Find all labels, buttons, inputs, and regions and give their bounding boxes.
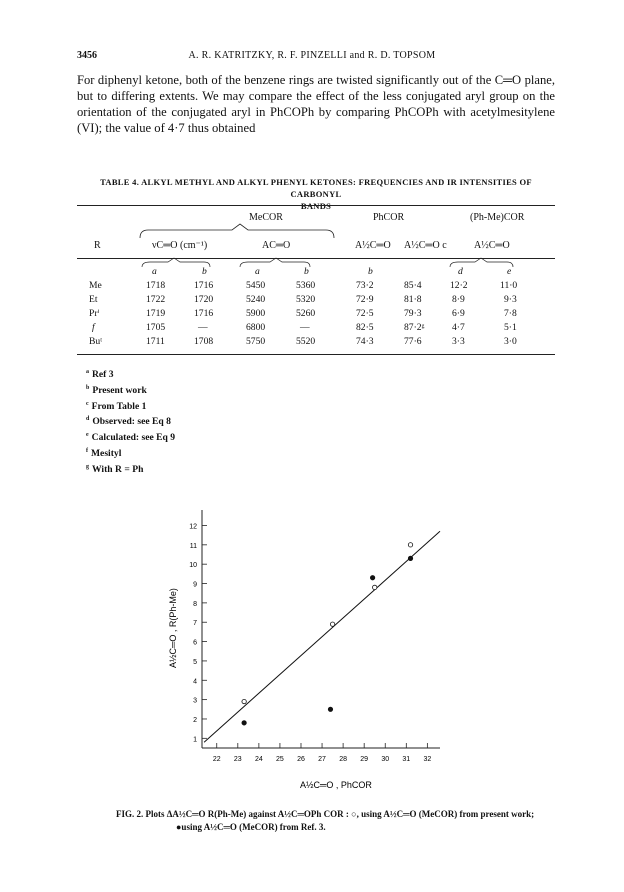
- cell-pm-d: 6·9: [452, 308, 465, 319]
- table-note: $^b$ Present work: [86, 384, 147, 396]
- cell-ph-b: 73·2: [356, 280, 374, 291]
- x-tick-label: 23: [233, 756, 242, 763]
- y-tick-label: 11: [189, 542, 197, 550]
- y-tick-label: 12: [189, 523, 197, 531]
- cell-freq-a: 1719: [146, 308, 166, 319]
- y-tick-label: 6: [193, 639, 197, 647]
- table-note: $^c$ From Table 1: [86, 400, 147, 412]
- table-note: $^f$ Mesityl: [86, 447, 122, 460]
- cell-a-a: 5450: [246, 280, 266, 291]
- cell-a-b: 5360: [296, 280, 316, 291]
- cell-freq-a: 1711: [146, 336, 165, 347]
- data-point-open: [408, 543, 412, 547]
- cell-r: Buᵗ: [89, 336, 103, 347]
- fit-line: [204, 531, 440, 742]
- group-mecor: MeCOR: [249, 212, 283, 223]
- cell-pm-d: 8·9: [452, 294, 465, 305]
- x-axis-label: A½C═O , PhCOR: [300, 780, 372, 790]
- authors: A. R. KATRITZKY, R. F. PINZELLI and R. D. TOPSOM: [188, 50, 436, 61]
- cell-freq-a: 1722: [146, 294, 166, 305]
- cell-ph-c: 81·8: [404, 294, 422, 305]
- cell-a-a: 5900: [246, 308, 266, 319]
- x-tick-label: 24: [254, 756, 263, 763]
- cell-pm-e: 3·0: [504, 336, 517, 347]
- y-tick-label: 8: [193, 600, 197, 608]
- subhead-ph-b: b: [368, 266, 373, 277]
- subhead-pm-e: e: [507, 266, 512, 277]
- table-caption-line2: BANDS: [300, 201, 332, 211]
- x-tick-label: 32: [423, 756, 432, 763]
- data-point-open: [242, 699, 246, 703]
- body-paragraph: For diphenyl ketone, both of the benzene rings are twisted significantly out of the C═O plane, but to differing extents. We may compare the effect of the less conjugated aryl group on the orientation of the conjugated aryl in PhCOPh by comparing PhCOPh with acetylmesitylene (VI); the value of 4·7 thus obtained: [77, 73, 555, 135]
- cell-r: Prⁱ: [89, 308, 100, 319]
- cell-pm-e: 9·3: [504, 294, 517, 305]
- x-tick-label: 28: [339, 756, 348, 763]
- cell-freq-b: 1720: [194, 294, 214, 305]
- subhead-freq-a: a: [152, 266, 157, 277]
- figure-caption-line2: ●using A½C═O (MeCOR) from Ref. 3.: [176, 822, 326, 832]
- table-note: $^g$ With R = Ph: [86, 463, 144, 475]
- x-tick-label: 29: [360, 756, 369, 763]
- cell-ph-c: 79·3: [404, 308, 422, 319]
- cell-a-b: —: [300, 322, 310, 333]
- y-tick-label: 2: [193, 716, 197, 724]
- table-caption-line1: TABLE 4. ALKYL METHYL AND ALKYL PHENYL KETONES: FREQUENCIES AND IR INTENSITIES OF CARBONYL: [100, 177, 532, 199]
- data-point-filled: [408, 556, 412, 560]
- x-tick-label: 25: [276, 756, 284, 763]
- cell-freq-a: 1718: [146, 280, 166, 291]
- col-freq: νC═O (cm⁻¹): [152, 240, 208, 251]
- subhead-a-b: b: [304, 266, 309, 277]
- cell-ph-b: 72·5: [356, 308, 374, 319]
- cell-freq-b: 1708: [194, 336, 214, 347]
- y-axis-label: A½C═O , R(Ph-Me): [168, 588, 178, 668]
- group-phcor: PhCOR: [373, 212, 405, 223]
- x-tick-label: 30: [381, 756, 390, 763]
- cell-r: Et: [89, 294, 98, 305]
- y-tick-label: 9: [193, 581, 197, 589]
- cell-ph-b: 72·9: [356, 294, 374, 305]
- y-tick-label: 7: [193, 620, 197, 628]
- data-point-filled: [370, 576, 374, 580]
- col-a-half-c: A½C═O c: [404, 240, 447, 251]
- table-note: $^a$ Ref 3: [86, 369, 114, 381]
- data-point-open: [373, 585, 377, 589]
- group-phmecor: (Ph-Me)COR: [470, 212, 525, 223]
- col-r: R: [94, 240, 101, 251]
- cell-freq-a: 1705: [146, 322, 166, 333]
- y-tick-label: 1: [193, 736, 197, 744]
- cell-freq-b: —: [198, 322, 208, 333]
- figure-caption-line1: FIG. 2. Plots ΔA½C═O R(Ph-Me) against A½C═OPh COR : ○, using A½C═O (MeCOR) from present work;: [116, 809, 535, 819]
- cell-ph-c: 77·6: [404, 336, 422, 347]
- col-a: AC═O: [262, 240, 291, 251]
- data-point-filled: [328, 707, 332, 711]
- cell-freq-b: 1716: [194, 280, 214, 291]
- cell-pm-d: 12·2: [450, 280, 468, 291]
- x-tick-label: 22: [212, 756, 221, 763]
- cell-a-b: 5260: [296, 308, 316, 319]
- plot-ticks: [189, 523, 431, 763]
- cell-a-a: 5240: [246, 294, 266, 305]
- page-number: 3456: [77, 50, 97, 61]
- col-a-half: A½C═O: [355, 240, 391, 251]
- data-point-open: [330, 622, 334, 626]
- subhead-pm-d: d: [458, 266, 463, 277]
- cell-pm-e: 5·1: [504, 322, 517, 333]
- figure-caption: [116, 808, 536, 834]
- subhead-a-a: a: [255, 266, 260, 277]
- cell-a-a: 5750: [246, 336, 266, 347]
- cell-pm-d: 4·7: [452, 322, 465, 333]
- table-note: $^e$ Calculated: see Eq 9: [86, 432, 176, 444]
- cell-freq-b: 1716: [194, 308, 214, 319]
- x-tick-label: 31: [402, 756, 411, 763]
- subhead-freq-b: b: [202, 266, 207, 277]
- col-a-half-pm: A½C═O: [474, 240, 510, 251]
- y-tick-label: 3: [193, 697, 197, 705]
- cell-pm-e: 7·8: [504, 308, 517, 319]
- cell-ph-b: 74·3: [356, 336, 374, 347]
- cell-ph-b: 82·5: [356, 322, 374, 333]
- cell-r: Me: [89, 280, 102, 291]
- y-tick-label: 10: [189, 562, 197, 570]
- data-point-filled: [242, 721, 246, 725]
- cell-a-a: 6800: [246, 322, 266, 333]
- cell-pm-d: 3·3: [452, 336, 465, 347]
- plot-marks: [204, 531, 440, 742]
- cell-r: f: [92, 322, 95, 333]
- cell-pm-e: 11·0: [500, 280, 518, 291]
- cell-ph-c: 85·4: [404, 280, 422, 291]
- x-tick-label: 27: [318, 756, 326, 763]
- y-tick-label: 4: [193, 678, 197, 686]
- cell-a-b: 5320: [296, 294, 316, 305]
- y-tick-label: 5: [193, 658, 197, 666]
- cell-ph-c: 87·2ᵍ: [404, 322, 425, 333]
- table-note: $^d$ Observed: see Eq 8: [86, 416, 171, 428]
- x-tick-label: 26: [297, 756, 305, 763]
- cell-a-b: 5520: [296, 336, 316, 347]
